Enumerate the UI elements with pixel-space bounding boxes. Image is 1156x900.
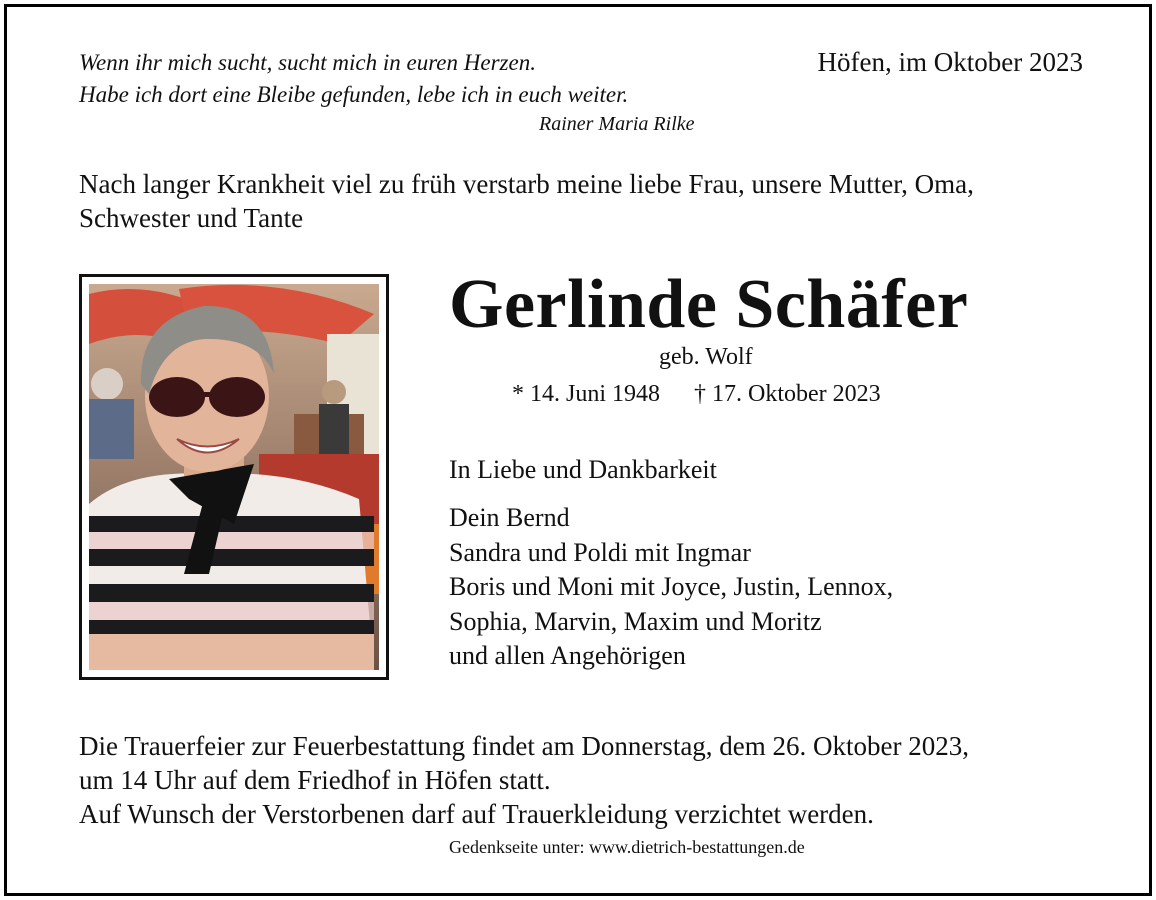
maiden-name: geb. Wolf xyxy=(659,344,753,370)
death-date: † 17. Oktober 2023 xyxy=(694,381,881,407)
memorial-website: Gedenkseite unter: www.dietrich-bestattungen.de xyxy=(449,837,805,857)
portrait-image xyxy=(89,284,379,670)
portrait-photo xyxy=(79,274,389,680)
obituary-notice xyxy=(4,4,1152,896)
poem-line: Habe ich dort eine Bleibe gefunden, lebe ich in euch weiter. xyxy=(79,82,629,107)
mourner-line: Sophia, Marvin, Maxim und Moritz xyxy=(449,606,822,636)
birth-date: * 14. Juni 1948 xyxy=(512,381,661,407)
intro-text: Nach langer Krankheit viel zu früh verstarb meine liebe Frau, unsere Mutter, Oma, Schwester und Tante xyxy=(79,169,974,233)
life-dates xyxy=(512,381,881,408)
mourner-line: Boris und Moni mit Joyce, Justin, Lennox, xyxy=(449,572,894,601)
place-date: Höfen, im Oktober 2023 xyxy=(817,47,1083,77)
deceased-name: Gerlinde Schäfer xyxy=(449,266,969,343)
poem-author: Rainer Maria Rilke xyxy=(539,113,695,135)
poem-quote xyxy=(79,47,628,111)
mourner-line: Dein Bernd xyxy=(449,503,570,532)
mourner-line: und allen Angehörigen xyxy=(449,641,686,670)
service-info xyxy=(79,729,969,831)
service-line: um 14 Uhr auf dem Friedhof in Höfen statt. xyxy=(79,765,551,795)
service-line: Auf Wunsch der Verstorbenen darf auf Trauerkleidung verzichtet werden. xyxy=(79,799,874,829)
thanks-line: In Liebe und Dankbarkeit xyxy=(449,455,717,484)
poem-line: Wenn ihr mich sucht, sucht mich in euren Herzen. xyxy=(79,50,536,75)
mourners-list xyxy=(449,501,893,674)
mourner-line: Sandra und Poldi mit Ingmar xyxy=(449,537,751,567)
service-line: Die Trauerfeier zur Feuerbestattung findet am Donnerstag, dem 26. Oktober 2023, xyxy=(79,731,970,761)
